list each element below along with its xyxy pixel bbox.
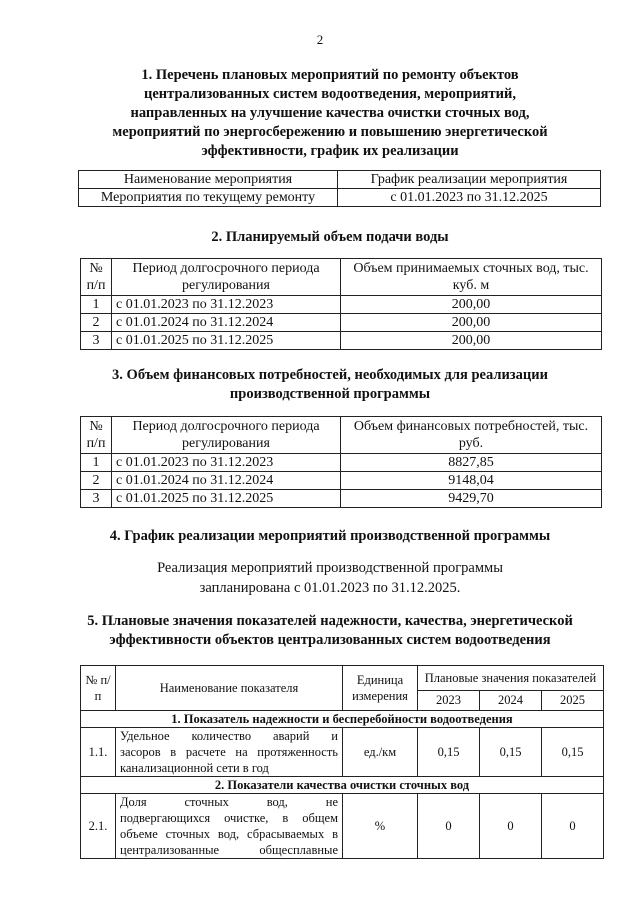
section-4-title: 4. График реализации мероприятий производственной программы	[109, 528, 551, 544]
header-cell: № п/п	[81, 417, 112, 454]
section-1-title	[60, 66, 600, 161]
header-cell: Наименование показателя	[116, 666, 343, 711]
section-3-title	[60, 366, 600, 404]
table-row	[79, 189, 601, 207]
table-cell: 200,00	[341, 314, 602, 332]
table-cell: 200,00	[341, 296, 602, 314]
table-cell: 9429,70	[341, 490, 602, 508]
table-cell: с 01.01.2024 по 31.12.2024	[112, 472, 341, 490]
group-row	[81, 711, 604, 728]
cell-line: Удельное количество аварий и	[120, 729, 338, 743]
table-cell: 2.1.	[81, 794, 116, 859]
cell-line: централизованные общесплавные	[120, 843, 338, 857]
table-cell: 1.1.	[81, 728, 116, 777]
table-cell	[116, 728, 343, 777]
table-cell	[116, 794, 343, 859]
header-cell: Единица измерения	[343, 666, 418, 711]
table-cell: Мероприятия по текущему ремонту	[79, 189, 338, 207]
table-cell: с 01.01.2023 по 31.12.2023	[112, 454, 341, 472]
table-cell: ед./км	[343, 728, 418, 777]
title-line: 3. Объем финансовых потребностей, необходимых для реализации	[112, 367, 548, 383]
group-cell: 1. Показатель надежности и бесперебойности водоотведения	[81, 711, 604, 728]
table-row	[81, 296, 602, 314]
table-cell: 1	[81, 296, 112, 314]
table-row	[81, 332, 602, 350]
section-2-title: 2. Планируемый объем подачи воды	[211, 229, 449, 245]
activities-table	[78, 170, 601, 207]
table-cell: с 01.01.2023 по 31.12.2023	[112, 296, 341, 314]
table-cell: 3	[81, 332, 112, 350]
title-line: производственной программы	[229, 386, 431, 402]
table-cell: 2	[81, 472, 112, 490]
group-cell: 2. Показатели качества очистки сточных вод	[81, 777, 604, 794]
table-cell: 9148,04	[341, 472, 602, 490]
table-cell: 0	[418, 794, 480, 859]
table-cell: с 01.01.2025 по 31.12.2025	[112, 332, 341, 350]
header-cell: Объем принимаемых сточных вод, тыс. куб. м	[341, 259, 602, 296]
table-cell: 1	[81, 454, 112, 472]
table-cell: 0	[542, 794, 604, 859]
header-cell: Период долгосрочного периода регулирования	[112, 259, 341, 296]
cell-line: засоров в расчете на протяженность	[120, 745, 338, 759]
header-cell: Период долгосрочного периода регулирования	[112, 417, 341, 454]
header-cell: № п/п	[81, 259, 112, 296]
table-row	[81, 454, 602, 472]
table-cell: 0,15	[480, 728, 542, 777]
indicators-table	[80, 665, 604, 859]
table-header-row	[79, 171, 601, 189]
table-cell: 8827,85	[341, 454, 602, 472]
page-number: 2	[316, 32, 324, 47]
table-cell: 2	[81, 314, 112, 332]
title-line: централизованных систем водоотведения, мероприятий,	[144, 86, 516, 102]
group-row	[81, 777, 604, 794]
year-cell: 2023	[418, 690, 480, 710]
text-line: Реализация мероприятий производственной программы	[157, 560, 503, 576]
table-cell: 200,00	[341, 332, 602, 350]
table-cell: с 01.01.2025 по 31.12.2025	[112, 490, 341, 508]
year-cell: 2025	[542, 690, 604, 710]
cell-line: подвергающихся очистке, в общем	[120, 811, 338, 825]
table-row	[81, 794, 604, 859]
header-cell: Объем финансовых потребностей, тыс. руб.	[341, 417, 602, 454]
table-row	[81, 728, 604, 777]
table-cell: 0,15	[542, 728, 604, 777]
table-header-row	[81, 259, 602, 296]
table-cell: 3	[81, 490, 112, 508]
table-header-row	[81, 417, 602, 454]
table-cell: 0,15	[418, 728, 480, 777]
table-cell: с 01.01.2024 по 31.12.2024	[112, 314, 341, 332]
table-cell: с 01.01.2023 по 31.12.2025	[338, 189, 601, 207]
table-header-row	[81, 666, 604, 691]
table-row	[81, 472, 602, 490]
table-cell: %	[343, 794, 418, 859]
title-line: 1. Перечень плановых мероприятий по ремонту объектов	[141, 67, 519, 83]
header-cell: График реализации мероприятия	[338, 171, 601, 189]
section-4-text	[60, 558, 600, 598]
cell-line: канализационной сети в год	[120, 761, 269, 775]
table-row	[81, 314, 602, 332]
water-volume-table	[80, 258, 602, 350]
header-cell: Наименование мероприятия	[79, 171, 338, 189]
title-line: эффективности, график их реализации	[201, 143, 459, 159]
cell-line: Доля сточных вод, не	[120, 795, 338, 809]
table-row	[81, 490, 602, 508]
header-cell: № п/п	[81, 666, 116, 711]
finance-table	[80, 416, 602, 508]
title-line: эффективности объектов централизованных систем водоотведения	[109, 632, 551, 648]
cell-line: объеме сточных вод, сбрасываемых в	[120, 827, 338, 841]
header-cell: Плановые значения показателей	[418, 666, 604, 691]
title-line: направленных на улучшение качества очистки сточных вод,	[130, 105, 530, 121]
section-5-title	[60, 612, 600, 650]
text-line: запланирована с 01.01.2023 по 31.12.2025.	[199, 580, 461, 596]
title-line: 5. Плановые значения показателей надежности, качества, энергетической	[87, 613, 573, 629]
title-line: мероприятий по энергосбережению и повышению энергетической	[112, 124, 548, 140]
year-cell: 2024	[480, 690, 542, 710]
table-cell: 0	[480, 794, 542, 859]
